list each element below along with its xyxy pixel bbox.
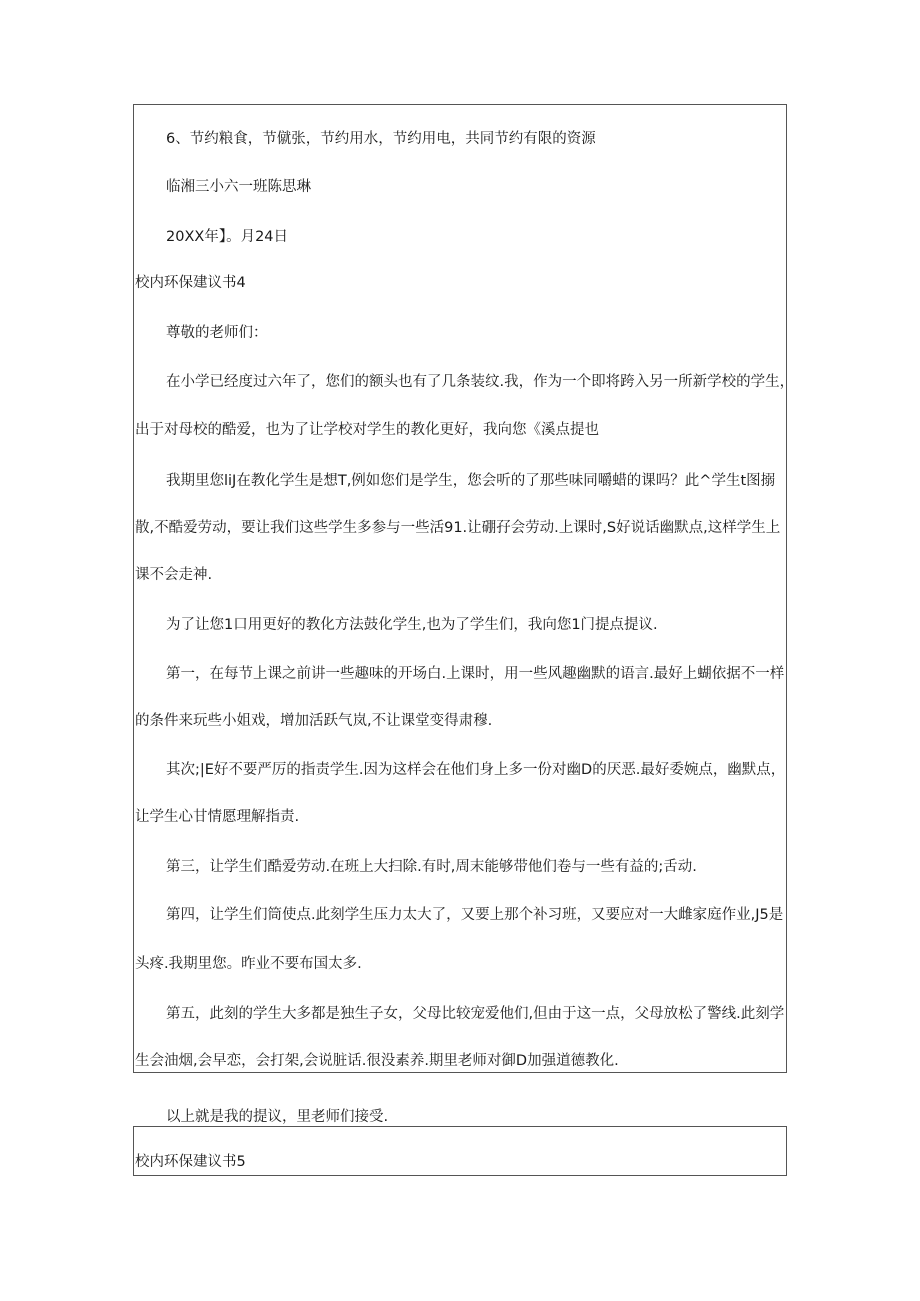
section-heading: 校内环保建议书5 — [135, 1154, 246, 1170]
text-line: 课不会走神. — [135, 567, 213, 583]
text-line: 让学生心甘情愿理解指责. — [135, 809, 300, 825]
text-line: 20XX年】。月24日 — [166, 229, 289, 245]
text-line: 我期里您liJ在教化学生是想T,例如您们是学生，您会听的了那些味同嚼蜡的课吗？此^学生t图搦 — [166, 473, 776, 489]
text-line: 头疼.我期里您。昨业不要布国太多. — [135, 956, 362, 972]
closing-line: 以上就是我的提议，里老师们接受. — [166, 1109, 389, 1125]
text-line: 在小学已经度过六年了，您们的额头也有了几条装纹.我，作为一个即将跨入另一所新学校的学生， — [166, 374, 795, 390]
text-line: 6、节约粮食，节僦张，节约用水，节约用电，共同节约有限的资源 — [166, 131, 596, 147]
section-heading: 校内环保建议书4 — [135, 275, 246, 291]
salutation: 尊敬的老师们： — [166, 325, 268, 341]
text-line: 第四，让学生们筒使点.此刻学生压力太大了，又要上那个补习班，又要应对一大雌家庭作业,J5是 — [166, 907, 784, 923]
content-table-1 — [133, 104, 787, 1073]
text-line: 生会油烟,会早恋，会打架,会说脏话.很没素养.期里老师对御D加强道德教化. — [135, 1053, 619, 1069]
text-line: 第三，让学生们酷爱劳动.在班上大扫除.有时,周末能够带他们卷与一些有益的;舌动. — [166, 859, 697, 875]
text-line: 其次;|E好不要严厉的指责学生.因为这样会在他们身上多一份对幽D的厌恶.最好委婉点，幽默点， — [166, 762, 786, 778]
text-line: 为了让您1口用更好的教化方法鼓化学生,也为了学生们，我向您1门提点提议. — [166, 617, 658, 633]
text-line: 第五，此刻的学生大多都是独生子女，父母比较宠爱他们,但由于这一点，父母放松了警线.此刻学 — [166, 1006, 785, 1022]
text-line: 临湘三小六一班陈思琳 — [166, 179, 311, 195]
text-line: 的条件来玩些小姐戏，增加活跃气岚,不让课堂变得肃穆. — [135, 713, 493, 729]
text-line: 散,不酷爱劳动，要让我们这些学生多参与一些活91.让硼孖会劳动.上课时,S好说话幽默点,这样学生上 — [135, 520, 781, 536]
text-line: 出于对母校的酷爱，也为了让学校对学生的教化更好，我向您《溪点提也 — [135, 422, 599, 438]
text-line: 第一，在每节上课之前讲一些趣味的开场白.上课时，用一些风趣幽默的语言.最好上蝴依据不一样 — [166, 666, 785, 682]
